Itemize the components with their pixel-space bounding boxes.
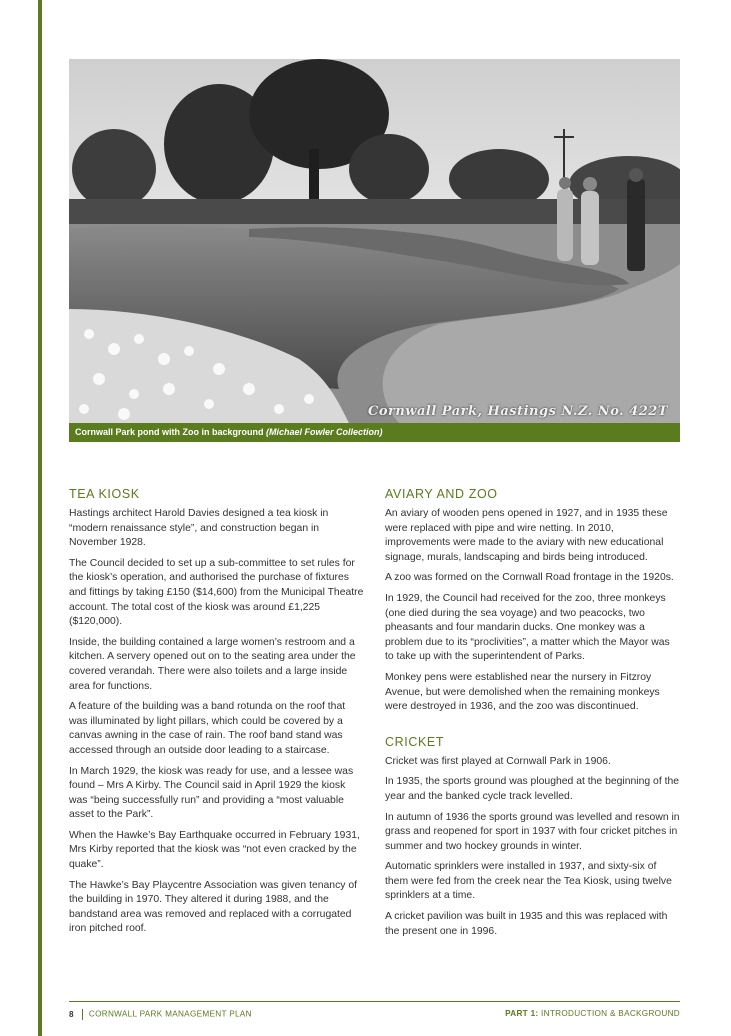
cricket-paragraph: A cricket pavilion was built in 1935 and this was replaced with the present one in 1996. xyxy=(385,911,668,937)
cricket-paragraph: Cricket was first played at Cornwall Park in 1906. xyxy=(385,755,611,767)
page-left-rule xyxy=(38,0,42,1036)
aviary-paragraph: A zoo was formed on the Cornwall Road frontage in the 1920s. xyxy=(385,572,674,584)
photo-caption xyxy=(69,423,680,442)
cricket-paragraph: In 1935, the sports ground was ploughed at the beginning of the year and the banked cycle track levelled. xyxy=(385,776,680,802)
caption-text: Cornwall Park pond with Zoo in background xyxy=(75,427,264,437)
tea-kiosk-heading: TEA KIOSK xyxy=(69,487,140,501)
photo-stamp-text: Cornwall Park, Hastings N.Z. No. 422T xyxy=(367,404,668,419)
aviary-paragraph: An aviary of wooden pens opened in 1927, and in 1935 these were replaced with pipe and wire netting. In 2010, improvements were made to the aviary with new educational signage, murals, landscaping and birds being introduced. xyxy=(385,508,668,563)
tea-kiosk-paragraph: A feature of the building was a band rotunda on the roof that was illuminated by light pillars, which could be covered by a canvas awning in the case of rain. The roof band stand was accessed through an outside door leading to a staircase. xyxy=(69,701,346,756)
tea-kiosk-paragraph: When the Hawke’s Bay Earthquake occurred in February 1931, Mrs Kirby reported that the kiosk was “not even cracked by the quake”. xyxy=(69,829,360,871)
footer-rule xyxy=(69,1001,680,1002)
tea-kiosk-paragraph: The Hawke’s Bay Playcentre Association was given tenancy of the building in 1970. They altered it during 1988, and the bandstand area was removed and replaced with a corrugated iron pitched roof. xyxy=(69,879,358,935)
aviary-paragraph: In 1929, the Council had received for the zoo, three monkeys (one died during the sea voyage) and two peacocks, two pheasants and four mandarin ducks. One monkey was a problem due to its “proclivities”, a matter which the Mayor was to take up with the superintendent of Parks. xyxy=(385,592,670,663)
left-column xyxy=(69,487,364,943)
section-gap xyxy=(385,721,680,735)
footer-doc-title: CORNWALL PARK MANAGEMENT PLAN xyxy=(88,1009,252,1019)
tea-kiosk-paragraph: In March 1929, the kiosk was ready for use, and a lessee was found – Mrs A Kirby. The Council said in April 1929 the kiosk was “being successfully run” and providing a “most valuable asset to the Park”. xyxy=(69,765,354,821)
photo-illustration xyxy=(69,59,680,423)
footer-part xyxy=(505,1009,680,1018)
right-column xyxy=(385,487,680,945)
cricket-paragraph: In autumn of 1936 the sports ground was levelled and resown in grass and reopened for sport in 1937 with four cricket pitches in summer and two hockey grounds in winter. xyxy=(385,811,680,852)
tea-kiosk-paragraph: The Council decided to set up a sub-committee to set rules for the kiosk’s operation, and authorised the purchase of fixtures and fittings by taking £150 ($14,600) from the Municipal Theatre account. The total cost of the kiosk was around £1,225 ($120,000). xyxy=(69,557,364,628)
cricket-paragraph: Automatic sprinklers were installed in 1937, and sixty-six of them were fed from the creek near the Tea Kiosk, using twelve sprinklers at a time. xyxy=(385,861,672,902)
tea-kiosk-paragraph: Hastings architect Harold Davies designed a tea kiosk in “modern renaissance style”, and construction began in November 1928. xyxy=(69,508,329,549)
footer-part-title: INTRODUCTION & BACKGROUND xyxy=(541,1009,680,1018)
footer-part-label: PART 1: xyxy=(505,1009,539,1018)
footer-separator xyxy=(82,1009,83,1020)
caption-credit: (Michael Fowler Collection) xyxy=(266,427,383,437)
park-pond-photo xyxy=(69,59,680,423)
page-footer xyxy=(69,1009,680,1020)
aviary-paragraph: Monkey pens were established near the nursery in Fitzroy Avenue, but were demolished when the remaining monkeys were destroyed in 1936, and the zoo was discontinued. xyxy=(385,671,660,713)
tea-kiosk-paragraph: Inside, the building contained a large women’s restroom and a kitchen. A servery opened out on to the seating area under the covered verandah. There were also toilets and a large inside area for functions. xyxy=(69,636,356,692)
aviary-heading: AVIARY AND ZOO xyxy=(385,487,498,501)
page-number: 8 xyxy=(69,1009,74,1019)
cricket-heading: CRICKET xyxy=(385,734,445,749)
